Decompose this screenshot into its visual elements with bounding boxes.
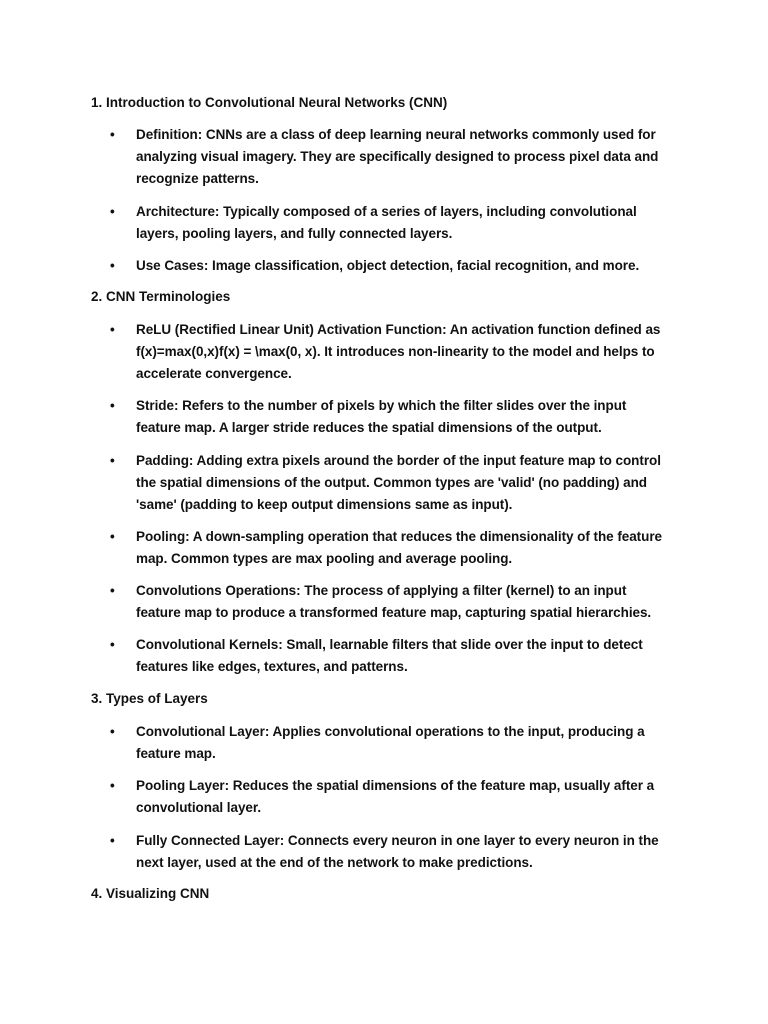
list-item: [110, 830, 670, 874]
list-item: [110, 201, 670, 245]
list-item-text: Pooling Layer: Reduces the spatial dimensions of the feature map, usually after a convolutional layer.: [136, 778, 655, 815]
list-item-text: Use Cases: Image classification, object detection, facial recognition, and more.: [136, 258, 640, 273]
bullet-icon: •: [110, 583, 115, 598]
list-item-text: Fully Connected Layer: Connects every neuron in one layer to every neuron in the next layer, used at the end of the network to make predictions.: [136, 833, 659, 870]
list-item: [110, 721, 670, 765]
section-heading-4: 4. Visualizing CNN: [91, 886, 210, 901]
bullet-icon: •: [110, 127, 115, 142]
list-item: [110, 580, 670, 624]
list-item: [110, 775, 670, 819]
list-item-text: Padding: Adding extra pixels around the border of the input feature map to control the spatial dimensions of the output. Common types are 'valid' (no padding) and 'same' (padding to keep output dimensions same as input).: [136, 453, 661, 512]
bullet-icon: •: [110, 258, 115, 273]
list-item: [110, 395, 670, 439]
bullet-icon: •: [110, 398, 115, 413]
list-item-text: Stride: Refers to the number of pixels by which the filter slides over the input feature map. A larger stride reduces the spatial dimensions of the output.: [136, 398, 627, 435]
bullet-icon: •: [110, 204, 115, 219]
list-item: [110, 124, 670, 190]
bullet-icon: •: [110, 833, 115, 848]
list-item-text: Architecture: Typically composed of a series of layers, including convolutional layers, pooling layers, and fully connected layers.: [136, 204, 637, 241]
list-item-text: Convolutions Operations: The process of applying a filter (kernel) to an input feature map to produce a transformed feature map, capturing spatial hierarchies.: [136, 583, 652, 620]
bullet-icon: •: [110, 453, 115, 468]
section-heading-2: 2. CNN Terminologies: [91, 289, 231, 304]
list-item-text: Definition: CNNs are a class of deep learning neural networks commonly used for analyzing visual imagery. They are specifically designed to process pixel data and recognize patterns.: [136, 127, 659, 186]
list-item: [110, 634, 670, 678]
bullet-icon: •: [110, 529, 115, 544]
list-item: [110, 255, 670, 277]
section-heading-1: 1. Introduction to Convolutional Neural Networks (CNN): [91, 95, 448, 110]
bullet-icon: •: [110, 778, 115, 793]
list-item-text: Convolutional Kernels: Small, learnable filters that slide over the input to detect features like edges, textures, and patterns.: [136, 637, 643, 674]
list-item: [110, 319, 670, 385]
section-heading-3: 3. Types of Layers: [91, 691, 208, 706]
list-item-text: Convolutional Layer: Applies convolutional operations to the input, producing a feature map.: [136, 724, 645, 761]
bullet-icon: •: [110, 322, 115, 337]
list-item-text: ReLU (Rectified Linear Unit) Activation Function: An activation function defined as f(x)=max⁡(0,x)f(x) = \max(0, x). It introduces non-linearity to the model and helps to accelerate convergence.: [136, 322, 661, 381]
bullet-icon: •: [110, 724, 115, 739]
list-item: [110, 526, 670, 570]
bullet-icon: •: [110, 637, 115, 652]
list-item-text: Pooling: A down-sampling operation that reduces the dimensionality of the feature map. Common types are max pooling and average pooling.: [136, 529, 662, 566]
list-item: [110, 450, 670, 516]
